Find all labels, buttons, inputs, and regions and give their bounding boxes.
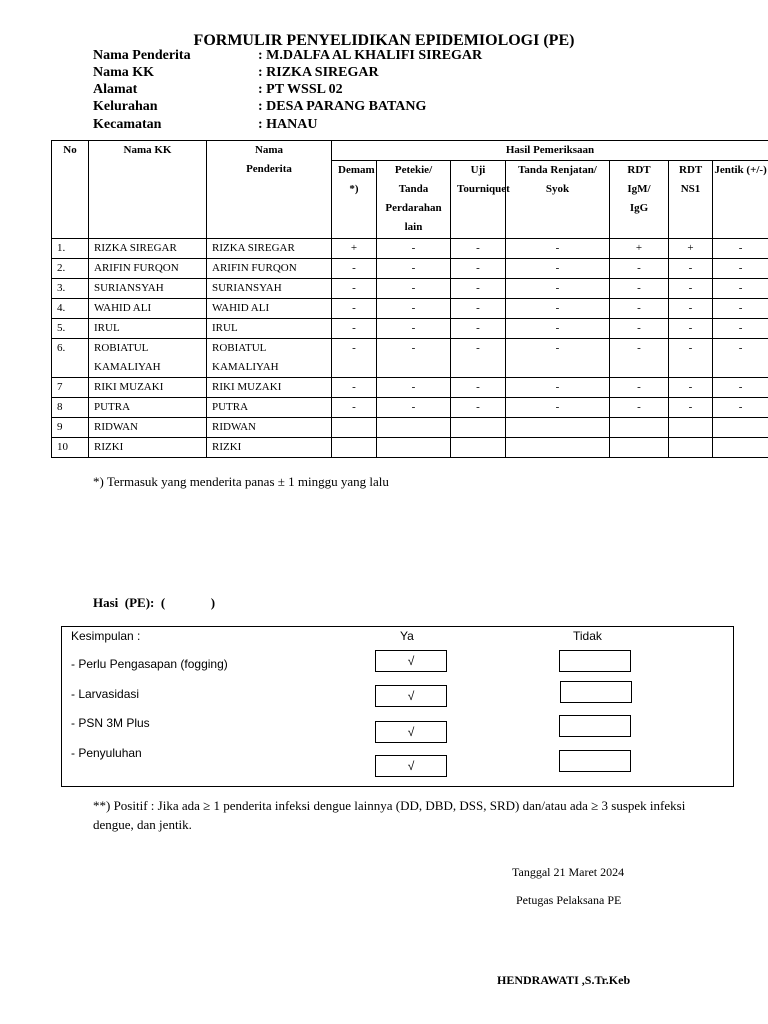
signature-role: Petugas Pelaksana PE <box>516 893 622 907</box>
row-result: - <box>713 378 768 398</box>
table-row <box>52 299 768 319</box>
table-row <box>52 339 768 378</box>
row-nama-penderita: RIZKI <box>207 438 332 458</box>
row-result: - <box>610 259 669 279</box>
row-nama-penderita: PUTRA <box>207 398 332 418</box>
row-result: - <box>451 378 506 398</box>
row-result: - <box>669 339 713 378</box>
row-nama-kk: IRUL <box>89 319 207 339</box>
row-result: - <box>506 239 610 259</box>
row-result: - <box>669 259 713 279</box>
header-jentik: Jentik (+/-) <box>713 161 768 239</box>
form-title: FORMULIR PENYELIDIKAN EPIDEMIOLOGI (PE) <box>193 32 575 49</box>
row-result: - <box>377 378 451 398</box>
fogging-tidak-checkbox[interactable] <box>559 650 631 672</box>
table-row <box>52 279 768 299</box>
row-result: - <box>506 319 610 339</box>
row-result: - <box>610 319 669 339</box>
kesimpulan-item-label: - Larvasidasi <box>71 687 140 701</box>
row-result: - <box>451 398 506 418</box>
row-result: + <box>669 239 713 259</box>
row-nama-penderita: IRUL <box>207 319 332 339</box>
row-result: - <box>377 319 451 339</box>
row-result <box>451 438 506 458</box>
row-no: 3. <box>52 279 89 299</box>
value-nama-penderita: : M.DALFA AL KHALIFI SIREGAR <box>258 48 483 63</box>
row-result: - <box>332 319 377 339</box>
label-kelurahan: Kelurahan <box>93 99 158 114</box>
header-hasil-pemeriksaan: Hasil Pemeriksaan <box>332 141 768 161</box>
footnote-positif: **) Positif : Jika ada ≥ 1 penderita infeksi dengue lainnya (DD, DBD, DSS, SRD) dan/atau ada ≥ 3 suspek infeksi dengue, dan jentik. <box>93 798 686 832</box>
header-nama-kk: Nama KK <box>89 141 207 239</box>
row-result: - <box>332 259 377 279</box>
row-result <box>332 418 377 438</box>
row-result <box>377 418 451 438</box>
penyuluhan-ya-checkbox[interactable]: √ <box>375 755 447 777</box>
row-no: 7 <box>52 378 89 398</box>
row-result <box>669 438 713 458</box>
value-kelurahan: : DESA PARANG BATANG <box>258 99 427 114</box>
label-nama-penderita: Nama Penderita <box>93 48 191 63</box>
row-result <box>332 438 377 458</box>
penyuluhan-tidak-checkbox[interactable] <box>559 750 631 772</box>
table-body <box>52 239 768 458</box>
row-nama-penderita: ARIFIN FURQON <box>207 259 332 279</box>
row-result: - <box>506 378 610 398</box>
larvasidasi-ya-checkbox[interactable]: √ <box>375 685 447 707</box>
row-result: - <box>610 279 669 299</box>
row-result <box>713 418 768 438</box>
row-result: - <box>332 299 377 319</box>
row-no: 6. <box>52 339 89 378</box>
row-nama-kk: PUTRA <box>89 398 207 418</box>
row-nama-kk: ROBIATUL KAMALIYAH <box>89 339 207 378</box>
header-nama-penderita: Nama Penderita <box>207 141 332 239</box>
header-petekie: Petekie/ Tanda Perdarahan lain <box>377 161 451 239</box>
row-result: - <box>451 259 506 279</box>
row-result <box>610 438 669 458</box>
row-result: - <box>669 299 713 319</box>
label-kecamatan: Kecamatan <box>93 117 162 132</box>
row-result: - <box>451 279 506 299</box>
value-nama-kk: : RIZKA SIREGAR <box>258 65 379 80</box>
row-result: - <box>506 398 610 418</box>
row-result: - <box>713 259 768 279</box>
row-result: - <box>332 398 377 418</box>
hasil-pe: Hasi (PE): ( ) <box>93 595 216 610</box>
row-result: - <box>377 279 451 299</box>
table-row <box>52 418 768 438</box>
row-no: 10 <box>52 438 89 458</box>
row-result: - <box>610 299 669 319</box>
psn-ya-checkbox[interactable]: √ <box>375 721 447 743</box>
row-result <box>669 418 713 438</box>
row-result: - <box>669 378 713 398</box>
value-alamat: : PT WSSL 02 <box>258 82 343 97</box>
header-rdt-ns1: RDT NS1 <box>669 161 713 239</box>
table-row <box>52 259 768 279</box>
row-result: - <box>506 259 610 279</box>
row-result: - <box>713 319 768 339</box>
fogging-ya-checkbox[interactable]: √ <box>375 650 447 672</box>
row-result: + <box>610 239 669 259</box>
row-result <box>506 418 610 438</box>
header-rdt-igm-igg: RDT IgM/ IgG <box>610 161 669 239</box>
row-nama-kk: RIZKA SIREGAR <box>89 239 207 259</box>
row-nama-penderita: WAHID ALI <box>207 299 332 319</box>
row-result: - <box>610 398 669 418</box>
row-nama-kk: ARIFIN FURQON <box>89 259 207 279</box>
row-nama-penderita: RIDWAN <box>207 418 332 438</box>
row-no: 9 <box>52 418 89 438</box>
row-result: - <box>669 279 713 299</box>
row-result: - <box>451 339 506 378</box>
psn-tidak-checkbox[interactable] <box>559 715 631 737</box>
row-result: - <box>506 339 610 378</box>
label-nama-kk: Nama KK <box>93 65 155 80</box>
footnote-demam: *) Termasuk yang menderita panas ± 1 minggu yang lalu <box>93 474 389 489</box>
row-result <box>506 438 610 458</box>
row-nama-penderita: RIKI MUZAKI <box>207 378 332 398</box>
header-uji-tourniquet: Uji Tourniquet <box>451 161 506 239</box>
signature-name: HENDRAWATI ,S.Tr.Keb <box>497 973 631 987</box>
row-result: - <box>713 239 768 259</box>
row-no: 8 <box>52 398 89 418</box>
header-no: No <box>52 141 89 239</box>
row-no: 4. <box>52 299 89 319</box>
examination-table <box>51 140 768 458</box>
row-result: - <box>377 299 451 319</box>
row-result: - <box>610 378 669 398</box>
row-result: - <box>506 279 610 299</box>
header-tanda-renjatan: Tanda Renjatan/ Syok <box>506 161 610 239</box>
row-result <box>713 438 768 458</box>
row-result: - <box>451 239 506 259</box>
kesimpulan-label: Kesimpulan : <box>71 629 141 643</box>
table-row <box>52 398 768 418</box>
row-result: - <box>669 398 713 418</box>
row-result: - <box>377 339 451 378</box>
row-nama-penderita: RIZKA SIREGAR <box>207 239 332 259</box>
row-nama-kk: RIKI MUZAKI <box>89 378 207 398</box>
header-demam: Demam *) <box>332 161 377 239</box>
tidak-header: Tidak <box>573 629 602 643</box>
value-kecamatan: : HANAU <box>258 117 318 132</box>
row-no: 2. <box>52 259 89 279</box>
row-result: - <box>332 339 377 378</box>
row-result: - <box>332 279 377 299</box>
row-result: - <box>713 279 768 299</box>
row-result <box>377 438 451 458</box>
row-result: - <box>377 398 451 418</box>
row-result: + <box>332 239 377 259</box>
row-result: - <box>377 239 451 259</box>
row-result: - <box>610 339 669 378</box>
label-alamat: Alamat <box>93 82 138 97</box>
row-result: - <box>669 319 713 339</box>
row-result: - <box>332 378 377 398</box>
row-no: 5. <box>52 319 89 339</box>
row-no: 1. <box>52 239 89 259</box>
row-result: - <box>451 299 506 319</box>
row-nama-kk: RIDWAN <box>89 418 207 438</box>
row-result: - <box>713 339 768 378</box>
table-row <box>52 378 768 398</box>
row-nama-kk: SURIANSYAH <box>89 279 207 299</box>
row-nama-penderita: ROBIATUL KAMALIYAH <box>207 339 332 378</box>
table-row <box>52 438 768 458</box>
row-nama-penderita: SURIANSYAH <box>207 279 332 299</box>
signature-date: Tanggal 21 Maret 2024 <box>512 865 625 879</box>
row-result <box>451 418 506 438</box>
row-result: - <box>377 259 451 279</box>
row-result: - <box>506 299 610 319</box>
kesimpulan-item-label: - Penyuluhan <box>71 746 142 760</box>
row-nama-kk: WAHID ALI <box>89 299 207 319</box>
larvasidasi-tidak-checkbox[interactable] <box>560 681 632 703</box>
row-result: - <box>713 398 768 418</box>
table-row <box>52 319 768 339</box>
row-result: - <box>713 299 768 319</box>
row-result <box>610 418 669 438</box>
row-result: - <box>451 319 506 339</box>
ya-header: Ya <box>400 629 414 643</box>
row-nama-kk: RIZKI <box>89 438 207 458</box>
kesimpulan-item-label: - Perlu Pengasapan (fogging) <box>71 657 228 671</box>
table-row <box>52 239 768 259</box>
kesimpulan-item-label: - PSN 3M Plus <box>71 716 150 730</box>
kesimpulan-box <box>61 626 734 787</box>
